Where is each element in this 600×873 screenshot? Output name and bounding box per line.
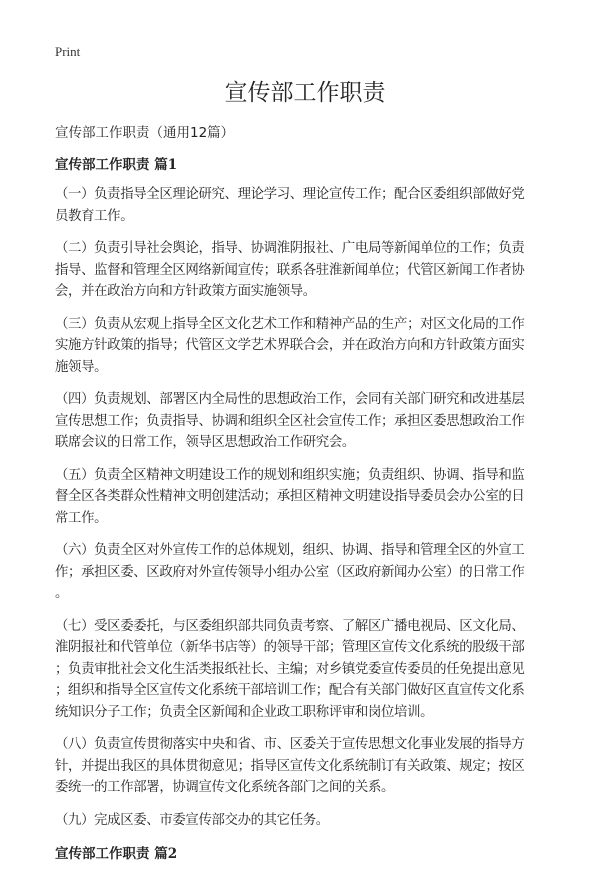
paragraph-line: 。	[55, 586, 69, 601]
section-heading-1: 宣传部工作职责 篇1	[55, 157, 178, 173]
document-page	[55, 44, 555, 873]
paragraph	[55, 184, 555, 227]
paragraph-line: 作；承担区委、区政府对外宣传领导小组办公室（区政府新闻办公室）的日常工作	[55, 564, 525, 580]
paragraph-line: 宣传思想工作；负责指导、协调和组织全区社会宣传工作；承担区委思想政治工作	[55, 413, 525, 429]
paragraph	[55, 314, 555, 379]
paragraph-line: 会，并在政治方向和方针政策方面实施领导。	[55, 284, 316, 299]
paragraph	[55, 616, 555, 724]
paragraph-line: 督全区各类群众性精神文明创建活动；承担区精神文明建设指导委员会办公室的日	[55, 489, 525, 504]
paragraph-line: （七）受区委委托，与区委组织部共同负责考察、了解区广播电视局、区文化局、	[55, 618, 525, 634]
paragraph	[55, 389, 555, 454]
paragraph	[55, 540, 555, 605]
paragraph-line: 施领导。	[55, 359, 108, 375]
paragraph	[55, 734, 555, 799]
section-heading-2: 宣传部工作职责 篇2	[55, 846, 178, 862]
paragraph-line: ；组织和指导全区宣传文化系统干部培训工作；配合有关部门做好区直宣传文化系	[55, 683, 525, 698]
paragraph-line: 委统一的工作部署，协调宣传文化系统各部门之间的关系。	[55, 780, 395, 795]
paragraph-line: 常工作。	[55, 510, 108, 526]
paragraph-list	[55, 184, 555, 831]
paragraph-line: （四）负责规划、部署区内全局性的思想政治工作，会同有关部门研究和改进基层	[55, 392, 525, 407]
paragraph-line: （一）负责指导全区理论研究、理论学习、理论宣传工作；配合区委组织部做好党	[55, 187, 525, 202]
paragraph	[55, 465, 555, 530]
paragraph-line: 联席会议的日常工作，领导区思想政治工作研究会。	[55, 435, 355, 450]
paragraph-line: （八）负责宣传贯彻落实中央和省、市、区委关于宣传思想文化事业发展的指导方	[55, 737, 525, 752]
paragraph-line: （五）负责全区精神文明建设工作的规划和组织实施；负责组织、协调、指导和监	[55, 467, 525, 483]
paragraph-line: ；负责审批社会文化生活类报纸社长、主编；对乡镇党委宣传委员的任免提出意见	[55, 661, 525, 677]
document-subtitle: 宣传部工作职责（通用12篇）	[55, 125, 235, 141]
paragraph-line: （六）负责全区对外宣传工作的总体规划，组织、协调、指导和管理全区的外宣工	[55, 543, 525, 558]
paragraph-line: （九）完成区委、市委宣传部交办的其它任务。	[55, 812, 329, 828]
paragraph-line: 淮阴报社和代管单位（新华书店等）的领导干部；管理区宣传文化系统的股级干部	[55, 640, 525, 655]
page-title: 宣传部工作职责	[224, 80, 386, 106]
paragraph-line: （三）负责从宏观上指导全区文化艺术工作和精神产品的生产；对区文化局的工作	[55, 316, 525, 332]
paragraph-line: 实施方针政策的指导；代管区文学艺术界联合会，并在政治方向和方针政策方面实	[55, 338, 525, 353]
paragraph-line: 员教育工作。	[55, 208, 134, 224]
print-link[interactable]: Print	[55, 44, 81, 59]
paragraph-line: 统知识分子工作；负责全区新闻和企业政工职称评审和岗位培训。	[55, 704, 434, 720]
paragraph-line: （二）负责引导社会舆论，指导、协调淮阴报社、广电局等新闻单位的工作；负责	[55, 241, 525, 256]
paragraph	[55, 238, 555, 303]
paragraph-line: 指导、监督和管理全区网络新闻宣传；联系各驻淮新闻单位；代管区新闻工作者协	[55, 262, 525, 278]
paragraph-line: 针，并提出我区的具体贯彻意见；指导区宣传文化系统制订有关政策、规定；按区	[55, 758, 525, 774]
